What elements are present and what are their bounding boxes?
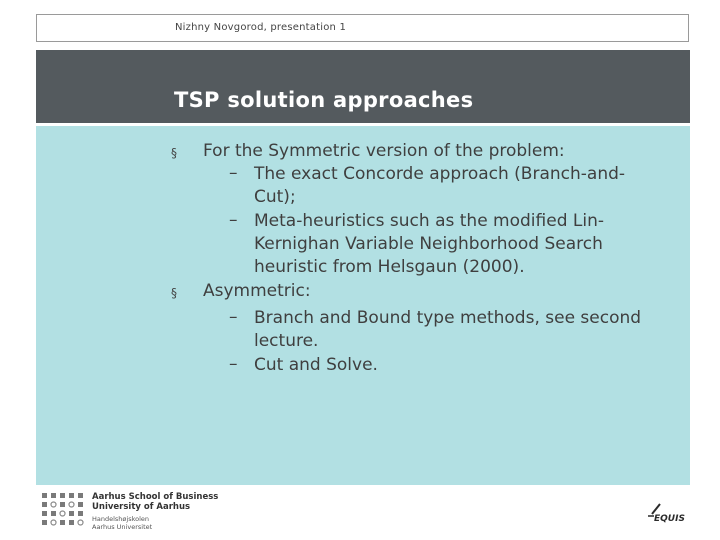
sub-item-metaheuristics-line1: Meta-heuristics such as the modified Lin-	[254, 211, 604, 231]
sub-bullet-dash: –	[229, 354, 238, 374]
slide-content	[36, 126, 690, 485]
school-line-3: Handelshøjskolen	[92, 515, 150, 523]
sub-item-concorde-line1: The exact Concorde approach (Branch-and-	[254, 164, 626, 184]
sub-item-cut-solve: Cut and Solve.	[254, 355, 378, 375]
sub-item-branch-bound-line1: Branch and Bound type methods, see second	[254, 308, 642, 328]
sub-bullet-dash: –	[229, 307, 238, 327]
sub-item-branch-bound-line2: lecture.	[254, 331, 319, 351]
sub-item-concorde-line2: Cut);	[254, 187, 296, 207]
school-line-1: Aarhus School of Business	[92, 492, 219, 502]
school-line-2: University of Aarhus	[92, 502, 191, 512]
equis-label: EQUIS	[654, 514, 685, 524]
slide-title: TSP solution approaches	[174, 88, 474, 112]
title-band	[36, 50, 690, 123]
school-line-4: Aarhus Universitet	[92, 523, 153, 531]
sub-bullet-dash: –	[229, 210, 238, 230]
equis-logo-icon	[640, 496, 690, 530]
bullet-item-asymmetric: Asymmetric:	[203, 281, 311, 301]
header-text: Nizhny Novgorod, presentation 1	[175, 22, 347, 33]
bullet-item-symmetric: For the Symmetric version of the problem:	[203, 141, 565, 161]
sub-item-metaheuristics-line3: heuristic from Helsgaun (2000).	[254, 257, 525, 277]
slide-header	[36, 14, 689, 42]
bullet-marker: §	[171, 286, 177, 300]
school-name	[92, 492, 218, 531]
sub-bullet-dash: –	[229, 163, 238, 183]
bullet-marker: §	[171, 146, 177, 160]
sub-item-metaheuristics-line2: Kernighan Variable Neighborhood Search	[254, 234, 603, 254]
